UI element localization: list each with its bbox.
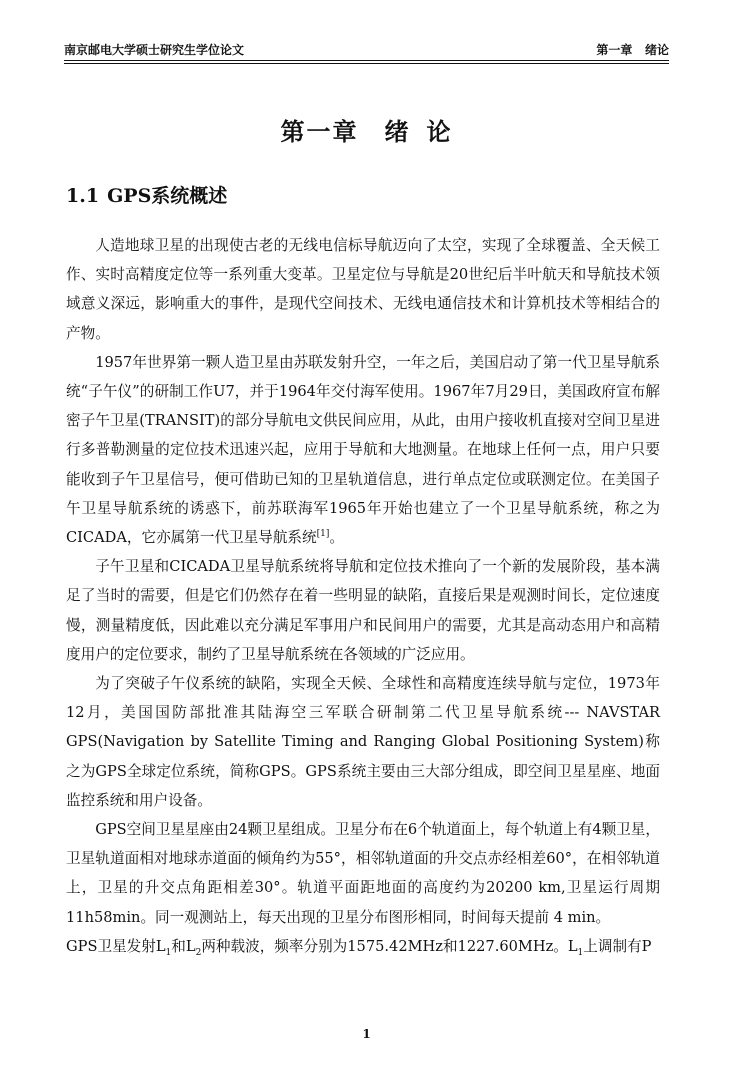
paragraph-6	[66, 932, 660, 961]
subscript-2: 2	[195, 947, 202, 958]
header-chapter-title: 绪论	[644, 43, 669, 57]
paragraph-1: 人造地球卫星的出现使古老的无线电信标导航迈向了太空，实现了全球覆盖、全天候工作、实时高精度定位等一系列重大变革。卫星定位与导航是20世纪后半叶航天和导航技术领域意义深远，影响重大的事件，是现代空间技术、无线电通信技术和计算机技术等相结合的产物。	[66, 237, 660, 342]
header-rule	[64, 60, 669, 61]
header-chapter	[596, 41, 669, 58]
chapter-title	[0, 112, 733, 147]
paragraph-5: GPS空间卫星星座由24颗卫星组成。卫星分布在6个轨道面上，每个轨道上有4颗卫星，卫星轨道面相对地球赤道面的倾角约为55°，相邻轨道面的升交点赤经相差60°，在相邻轨道上，卫星的升交点角距相差30°。轨道平面距地面的高度约为20200 km,卫星运行周期 11h58min。同一观测站上，每天出现的卫星分布图形相同，时间每天提前 4 min。	[66, 821, 660, 926]
chapter-label: 第一章	[280, 117, 359, 146]
paragraph-6-part-a: GPS卫星发射L	[66, 937, 166, 955]
running-header	[64, 36, 669, 58]
page-number: 1	[362, 1027, 371, 1041]
section-number: 1.1	[66, 185, 100, 207]
body-text	[66, 231, 660, 961]
section-heading	[66, 181, 227, 208]
paragraph-6-part-b: 和L	[171, 937, 196, 955]
paragraph-4: 为了突破子午仪系统的缺陷，实现全天候、全球性和高精度连续导航与定位，1973年12月，美国国防部批准其陆海空三军联合研制第二代卫星导航系统--- NAVSTAR GPS(Navigation by Satellite Timing and Ranging Global Positioning System)称之为GPS全球定位系统，简称GPS。GPS系统主要由三大部分组成，即空间卫星星座、地面监控系统和用户设备。	[66, 675, 660, 809]
section-title: GPS系统概述	[107, 185, 228, 207]
paragraph-3: 子午卫星和CICADA卫星导航系统将导航和定位技术推向了一个新的发展阶段，基本满足了当时的需要，但是它们仍然存在着一些明显的缺陷，直接后果是观测时间长，定位速度慢，测量精度低，因此难以充分满足军事用户和民间用户的需要，尤其是高动态用户和高精度用户的定位要求，制约了卫星导航系统在各领域的广泛应用。	[66, 558, 660, 663]
paragraph-6-part-c: 两种载波，频率分别为1575.42MHz和1227.60MHz。L	[201, 937, 578, 955]
paragraph-2	[66, 348, 660, 552]
header-thesis-title: 南京邮电大学硕士研究生学位论文	[64, 43, 245, 57]
chapter-title-char-1: 绪	[384, 117, 411, 146]
paragraph-2-text: 1957年世界第一颗人造卫星由苏联发射升空，一年之后，美国启动了第一代卫星导航系统“子午仪”的研制工作U7，并于1964年交付海军使用。1967年7月29日，美国政府宣布解密子午卫星(TRANSIT)的部分导航电文供民间应用，从此，由用户接收机直接对空间卫星进行多普勒测量的定位技术迅速兴起，应用于导航和大地测量。在地球上任何一点，用户只要能收到子午卫星信号，便可借助已知的卫星轨道信息，进行单点定位或联测定位。在美国子午卫星导航系统的诱惑下，前苏联海军1965年开始也建立了一个卫星导航系统，称之为CICADA，它亦属第一代卫星导航系统	[66, 353, 660, 547]
subscript-1: 1	[165, 947, 172, 958]
header-chapter-label: 第一章	[596, 43, 633, 57]
paragraph-2-end: 。	[329, 529, 344, 547]
chapter-title-char-2: 论	[426, 117, 453, 146]
citation-ref: [1]	[316, 529, 330, 540]
header-rule-thin	[64, 63, 669, 64]
paragraph-6-part-d: 上调制有P	[583, 937, 652, 955]
subscript-3: 1	[577, 947, 584, 958]
